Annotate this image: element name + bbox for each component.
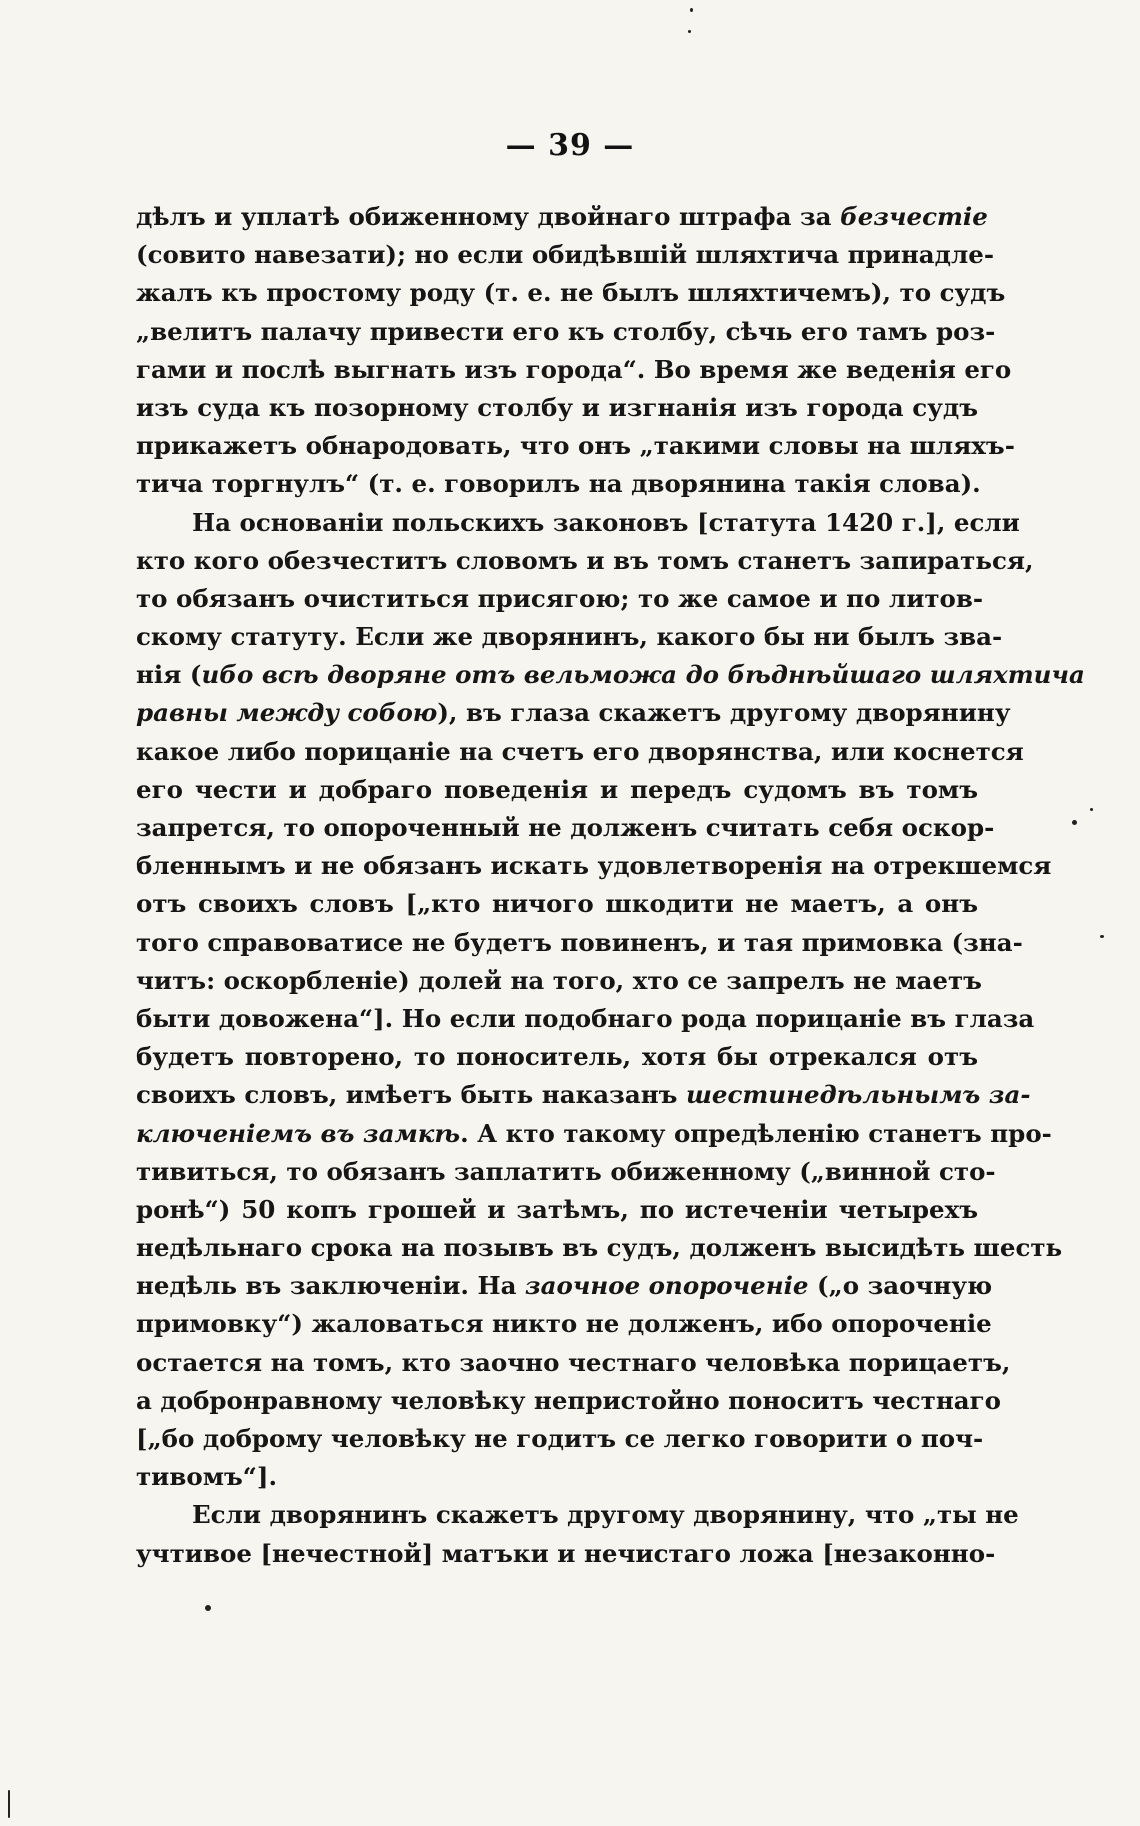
text-line	[136, 1038, 978, 1076]
text-line	[136, 809, 995, 847]
text-run: кто кого обезчеститъ словомъ и въ томъ станетъ запираться,	[136, 545, 1034, 575]
text-run: двойнаго штрафа за	[528, 202, 841, 231]
text-line	[136, 1382, 1002, 1420]
text-line	[136, 733, 1024, 771]
italic-text: безчестіе	[840, 202, 988, 231]
text-line	[136, 618, 1003, 656]
text-line	[136, 1153, 996, 1191]
text-run: отъ своихъ словъ [„кто ничого шкодити не маетъ, а онъ	[136, 889, 978, 919]
text-line	[136, 1267, 993, 1305]
text-line	[136, 924, 1023, 962]
text-run: тивиться, то обязанъ заплатить обиженному („винной сто-	[136, 1156, 996, 1186]
text-run: прикажетъ обнародовать, что онъ „такими словы на шляхъ-	[136, 431, 1015, 461]
text-line	[136, 1076, 1031, 1114]
text-run: нія (	[136, 660, 202, 690]
text-line	[136, 1229, 1063, 1267]
text-run: („о заочную	[808, 1271, 993, 1301]
text-run: того справоватисе не будетъ повиненъ, и тая примовка (зна-	[136, 927, 1023, 957]
text-run: тича торгнулъ“ (т. е. говорилъ на дворянина такія слова).	[136, 469, 981, 499]
text-run: а добронравному человѣку непристойно поноситъ честнаго	[136, 1385, 1002, 1415]
text-run: его чести и добраго поведенія и передъ судомъ въ томъ	[136, 774, 978, 804]
text-line	[136, 1191, 978, 1229]
text-line	[136, 198, 988, 236]
text-line	[136, 694, 1011, 732]
text-run: учтивое [нечестной] матъки и нечистаго ложа [незаконно-	[136, 1538, 996, 1568]
text-line	[136, 427, 1015, 465]
text-run: недѣльнаго срока на позывъ въ судъ, долженъ высидѣть шесть	[136, 1233, 1063, 1263]
ink-speck	[1072, 820, 1077, 825]
text-run: какое либо порицаніе на счетъ его дворянства, или коснется	[136, 736, 1024, 766]
ink-speck	[688, 30, 691, 33]
text-line	[136, 1115, 1052, 1153]
text-run: недѣль въ заключеніи. На	[136, 1271, 525, 1301]
text-line	[136, 236, 995, 274]
text-line	[136, 580, 984, 618]
text-run: запрется, то опороченный не долженъ считать себя оскор-	[136, 813, 995, 842]
ink-speck	[205, 1605, 211, 1611]
ink-speck	[1090, 808, 1093, 811]
italic-text: равны между собою	[136, 698, 438, 728]
italic-text: ключеніемъ въ замкѣ	[136, 1118, 461, 1148]
text-line	[136, 1000, 1035, 1038]
text-line	[136, 465, 981, 503]
text-run: ронѣ“) 50 копъ грошей и затѣмъ, по истеченіи четырехъ	[136, 1194, 978, 1224]
ink-speck	[8, 1790, 10, 1818]
text-line	[136, 771, 978, 809]
ink-speck	[690, 8, 693, 12]
text-line	[136, 1496, 1019, 1534]
text-run: гами и послѣ выгнать изъ города“. Во время же веденія его	[136, 354, 1012, 384]
text-run: Если дворянинъ скажетъ другому дворянину, что „ты не	[192, 1500, 1019, 1530]
body-text	[136, 198, 1085, 1573]
italic-text: заочное опороченіе	[525, 1271, 809, 1301]
text-line	[136, 542, 1034, 580]
text-run: изъ суда къ позорному столбу и изгнанія изъ города судъ	[136, 392, 978, 422]
text-line	[136, 1535, 996, 1573]
text-line	[136, 1420, 984, 1458]
text-line	[136, 1344, 1011, 1382]
italic-text: шестинедѣльнымъ за-	[685, 1080, 1031, 1110]
text-line	[136, 656, 1085, 694]
text-run: остается на томъ, кто заочно честнаго человѣка порицаетъ,	[136, 1347, 1011, 1377]
text-run: . А кто такому опредѣленію станетъ про-	[460, 1118, 1052, 1148]
text-line	[136, 1305, 992, 1343]
text-run: [„бо доброму человѣку не годитъ се легко говорити о поч-	[136, 1424, 984, 1453]
italic-text: ибо всѣ дворяне отъ вельможа до бѣднѣйшаго шляхтича	[201, 660, 1085, 690]
text-line	[136, 847, 1052, 885]
text-run: тивомъ“].	[136, 1462, 278, 1492]
text-run: ), въ глаза скажетъ другому дворянину	[437, 698, 1011, 728]
text-line	[136, 885, 978, 923]
text-run: „велитъ палачу привести его къ столбу, сѣчь его тамъ роз-	[136, 316, 996, 346]
text-run: будетъ повторено, то поноситель, хотя бы отрекался отъ	[136, 1042, 978, 1072]
text-run: своихъ словъ, имѣетъ быть наказанъ	[136, 1080, 686, 1110]
text-run: (совито навезати); но если обидѣвшій шляхтича принадле-	[136, 240, 995, 270]
text-run: дѣлъ и уплатѣ обиженному	[136, 202, 529, 231]
text-run: быти довожена“]. Но если подобнаго рода порицаніе въ глаза	[136, 1003, 1035, 1033]
text-line	[136, 313, 996, 351]
text-line	[136, 504, 1020, 542]
text-run: бленнымъ и не обязанъ искать удовлетворенія на отрекшемся	[136, 851, 1052, 881]
text-line	[136, 389, 978, 427]
page-number: — 39 —	[505, 128, 635, 163]
text-run: то обязанъ очиститься присягою; то же самое и по литов-	[136, 583, 984, 613]
text-line	[136, 962, 982, 1000]
text-line	[136, 1458, 978, 1496]
text-run: примовку“) жаловаться никто не долженъ, ибо опороченіе	[136, 1309, 992, 1339]
text-run: На основаніи польскихъ законовъ [статута 1420 г.], если	[192, 507, 1020, 537]
text-line	[136, 351, 1012, 389]
text-run: жалъ къ простому роду (т. е. не былъ шляхтичемъ), то судъ	[136, 278, 1006, 308]
ink-speck	[1100, 935, 1104, 938]
text-run: скому статуту. Если же дворянинъ, какого бы ни былъ зва-	[136, 622, 1003, 652]
text-run: читъ: оскорбленіе) долей на того, хто се запрелъ не маетъ	[136, 965, 982, 995]
text-line	[136, 274, 1006, 312]
